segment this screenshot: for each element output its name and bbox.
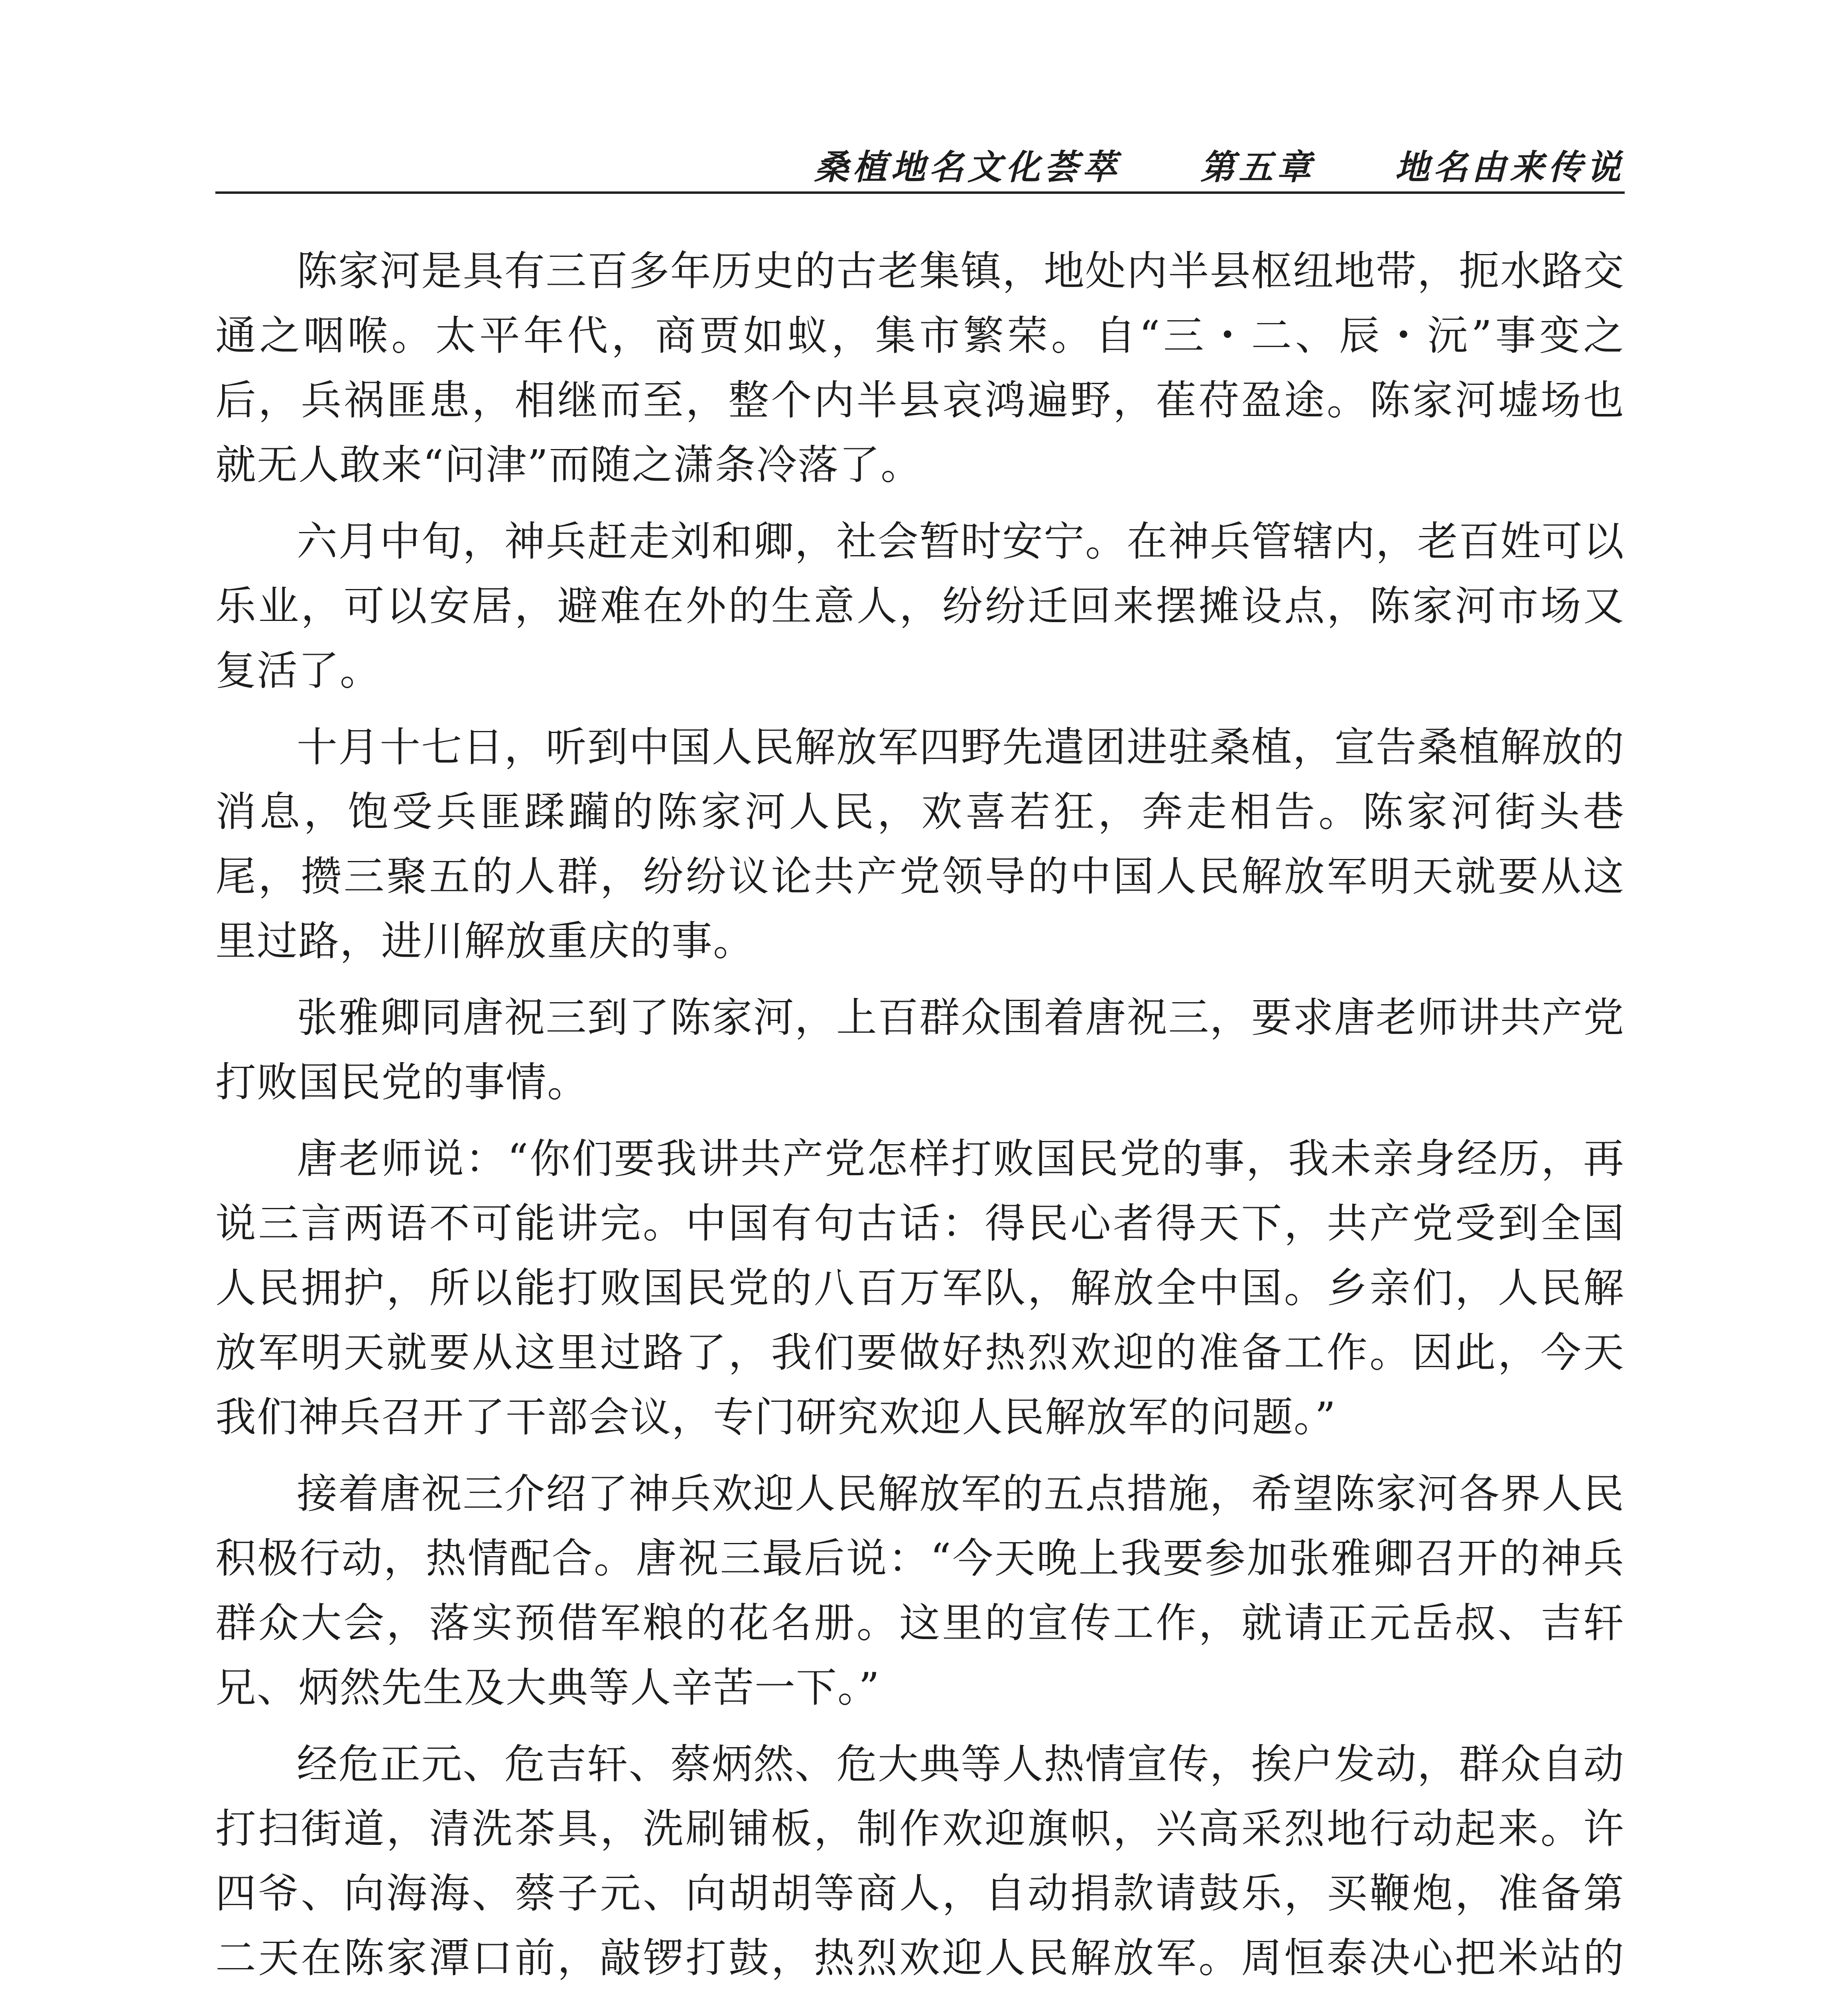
book-title: 桑植地名文化荟萃 [814, 147, 1121, 187]
paragraph: 接着唐祝三介绍了神兵欢迎人民解放军的五点措施，希望陈家河各界人民积极行动，热情配合。唐祝三最后说：“今天晚上我要参加张雅卿召开的神兵群众大会，落实预借军粮的花名册。这里的宣传工作，就请正元岳叔、吉轩兄、炳然先生及大典等人辛苦一下。” [215, 1470, 1625, 1712]
running-header-text [814, 140, 1625, 189]
body-text [215, 239, 1625, 1994]
paragraph: 张雅卿同唐祝三到了陈家河，上百群众围着唐祝三，要求唐老师讲共产党打败国民党的事情。 [215, 994, 1625, 1106]
paragraph: 十月十七日，听到中国人民解放军四野先遣团进驻桑植，宣告桑植解放的消息，饱受兵匪蹂躏的陈家河人民，欢喜若狂，奔走相告。陈家河街头巷尾，攒三聚五的人群，纷纷议论共产党领导的中国人民解放军明天就要从这里过路，进川解放重庆的事。 [215, 724, 1625, 965]
running-header [215, 132, 1625, 194]
section-title: 地名由来传说 [1395, 147, 1625, 187]
chapter-label: 第五章 [1200, 147, 1315, 187]
paragraph: 陈家河是具有三百多年历史的古老集镇，地处内半县枢纽地带，扼水路交通之咽喉。太平年代，商贾如蚁，集市繁荣。自“三・二、辰・沅”事变之后，兵祸匪患，相继而至，整个内半县哀鸿遍野，萑苻盈途。陈家河墟场也就无人敢来“问津”而随之潇条冷落了。 [215, 248, 1625, 489]
paragraph: 六月中旬，神兵赶走刘和卿，社会暂时安宁。在神兵管辖内，老百姓可以乐业，可以安居，避难在外的生意人，纷纷迁回来摆摊设点，陈家河市场又复活了。 [215, 518, 1625, 695]
paragraph: 唐老师说：“你们要我讲共产党怎样打败国民党的事，我未亲身经历，再说三言两语不可能讲完。中国有句古话：得民心者得天下，共产党受到全国人民拥护，所以能打败国民党的八百万军队，解放全中国。乡亲们，人民解放军明天就要从这里过路了，我们要做好热烈欢迎的准备工作。因此，今天我们神兵召开了干部会议，专门研究欢迎人民解放军的问题。” [215, 1135, 1625, 1441]
paragraph: 经危正元、危吉轩、蔡炳然、危大典等人热情宣传，挨户发动，群众自动打扫街道，清洗茶具，洗刷铺板，制作欢迎旗帜，兴高采烈地行动起来。许四爷、向海海、蔡子元、向胡胡等商人，自动捐款请鼓乐，买鞭炮，准备第二天在陈家潭口前，敲锣打鼓，热烈欢迎人民解放军。周恒泰决心把米站的 [215, 1741, 1625, 1982]
